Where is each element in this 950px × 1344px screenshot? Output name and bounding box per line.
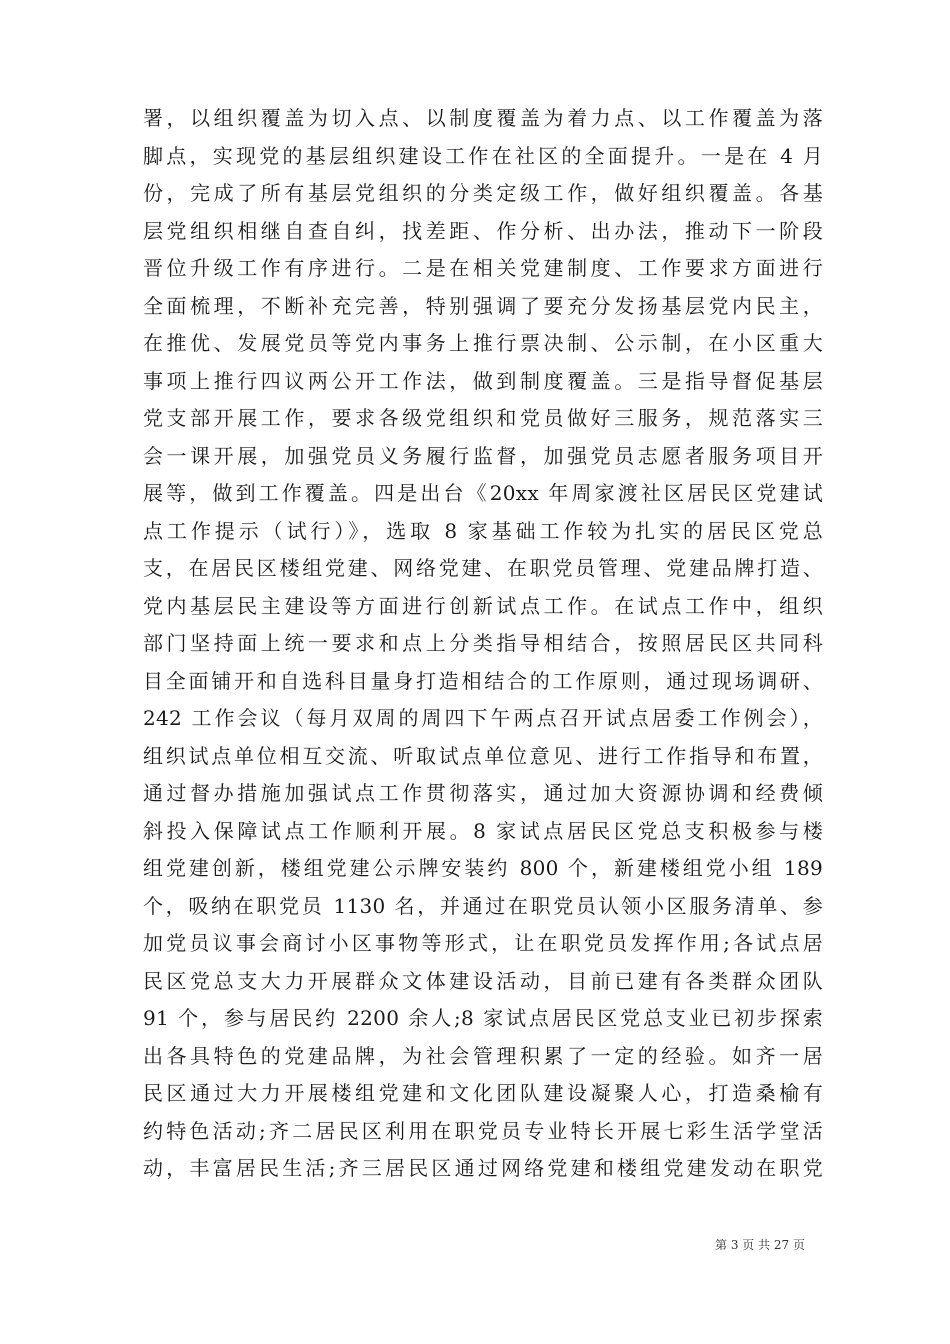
text-line: 会一课开展，加强党员义务履行监督，加强党员志愿者服务项目开	[143, 443, 823, 468]
text-line: 民区党总支大力开展群众文体建设活动，目前已建有各类群众团队	[143, 968, 823, 993]
text-line: 层党组织相继自查自纠，找差距、作分析、出办法，推动下一阶段	[143, 218, 823, 243]
page-number: 第 3 页 共 27 页	[715, 1238, 805, 1252]
text-line: 事项上推行四议两公开工作法，做到制度覆盖。三是指导督促基层	[143, 368, 823, 393]
text-line: 全面梳理，不断补充完善，特别强调了要充分发扬基层党内民主，	[143, 293, 823, 318]
text-line: 党内基层民主建设等方面进行创新试点工作。在试点工作中，组织	[143, 593, 823, 618]
text-line: 加党员议事会商讨小区事物等形式，让在职党员发挥作用;各试点居	[143, 931, 823, 955]
text-line: 支，在居民区楼组党建、网络党建、在职党员管理、党建品牌打造、	[143, 556, 823, 580]
text-line: 出各具特色的党建品牌，为社会管理积累了一定的经验。如齐一居	[143, 1043, 823, 1068]
text-line: 民区通过大力开展楼组党建和文化团队建设凝聚人心，打造桑榆有	[143, 1081, 823, 1105]
text-line: 署，以组织覆盖为切入点、以制度覆盖为着力点、以工作覆盖为落	[143, 106, 823, 130]
text-line: 点工作提示（试行）》，选取 8 家基础工作较为扎实的居民区党总	[143, 518, 823, 543]
text-line: 个，吸纳在职党员 1130 名，并通过在职党员认领小区服务清单、参	[143, 893, 823, 918]
text-line: 约特色活动;齐二居民区利用在职党员专业特长开展七彩生活学堂活	[143, 1118, 823, 1143]
text-line: 动，丰富居民生活;齐三居民区通过网络党建和楼组党建发动在职党	[143, 1156, 823, 1180]
text-line: 份，完成了所有基层党组织的分类定级工作，做好组织覆盖。各基	[143, 181, 823, 205]
text-line: 242 工作会议（每月双周的周四下午两点召开试点居委工作例会），	[143, 706, 823, 730]
text-line: 通过督办措施加强试点工作贯彻落实，通过加大资源协调和经费倾	[143, 781, 823, 805]
body-text	[143, 100, 823, 1188]
text-line: 晋位升级工作有序进行。二是在相关党建制度、工作要求方面进行	[143, 256, 823, 280]
text-line: 目全面铺开和自选科目量身打造相结合的工作原则，通过现场调研、	[143, 668, 823, 693]
text-line: 组织试点单位相互交流、听取试点单位意见、进行工作指导和布置，	[143, 743, 823, 768]
text-line: 展等，做到工作覆盖。四是出台《20xx 年周家渡社区居民区党建试	[143, 481, 823, 505]
text-line: 斜投入保障试点工作顺利开展。8 家试点居民区党总支积极参与楼	[143, 818, 823, 843]
text-line: 部门坚持面上统一要求和点上分类指导相结合，按照居民区共同科	[143, 631, 823, 655]
text-line: 脚点，实现党的基层组织建设工作在社区的全面提升。一是在 4 月	[143, 143, 823, 168]
text-line: 91 个，参与居民约 2200 余人;8 家试点居民区党总支业已初步探索	[143, 1006, 823, 1030]
text-line: 在推优、发展党员等党内事务上推行票决制、公示制，在小区重大	[143, 331, 823, 355]
text-line: 组党建创新，楼组党建公示牌安装约 800 个，新建楼组党小组 189	[143, 856, 823, 880]
text-line: 党支部开展工作，要求各级党组织和党员做好三服务，规范落实三	[143, 406, 823, 430]
